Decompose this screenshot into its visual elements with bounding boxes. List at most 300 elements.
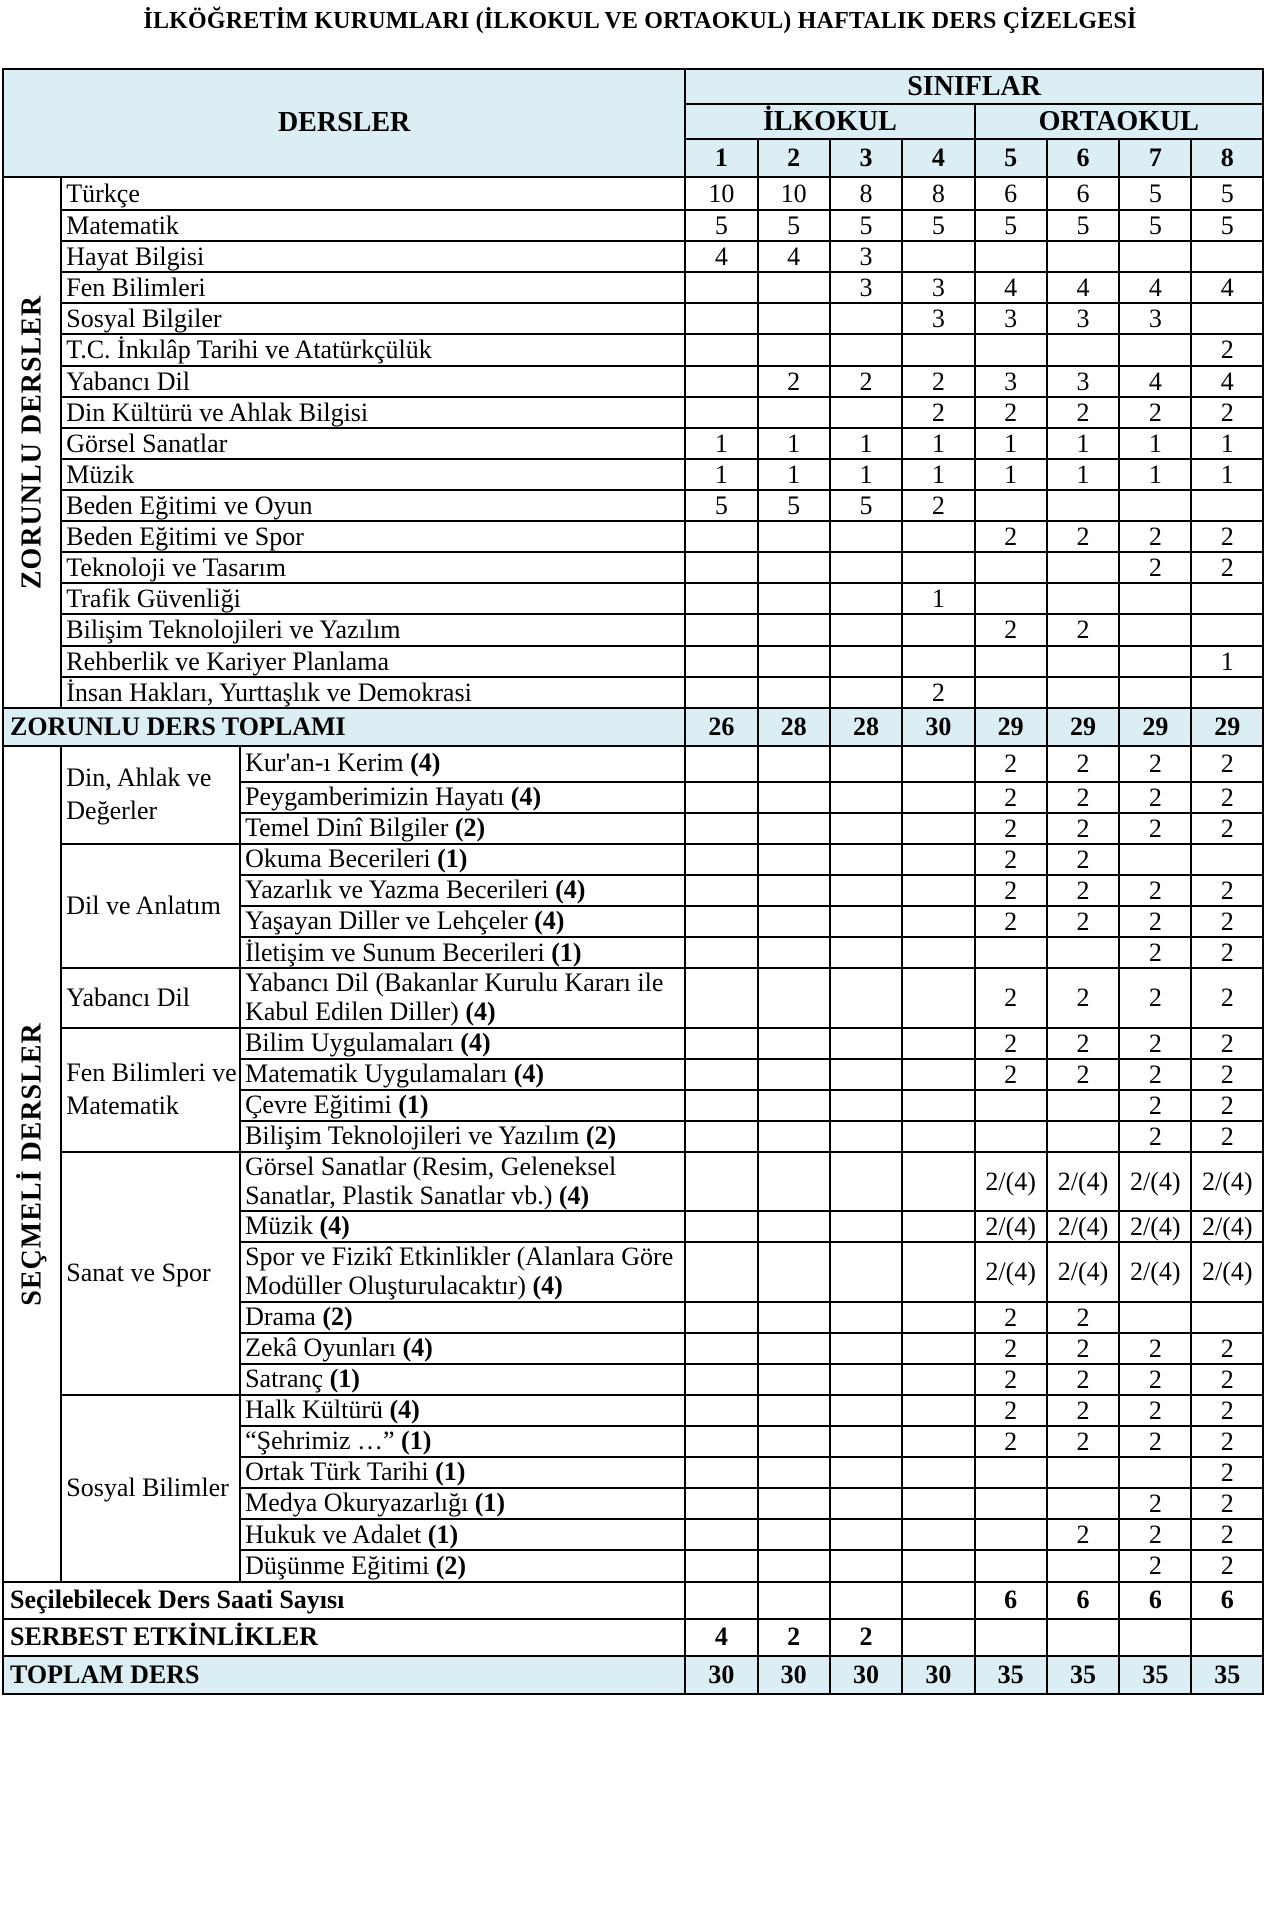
value-cell <box>685 334 757 365</box>
value-cell: 2 <box>975 1059 1047 1090</box>
summary-value: 30 <box>902 1656 974 1694</box>
value-cell: 4 <box>685 241 757 272</box>
course-name: Fen Bilimleri <box>61 272 685 303</box>
value-cell <box>902 813 974 844</box>
value-cell <box>685 1121 757 1152</box>
siniflar-header: SINIFLAR <box>685 69 1263 104</box>
course-hours: (2) <box>454 813 486 843</box>
value-cell: 2 <box>1119 906 1191 937</box>
course-title: Yazarlık ve Yazma Becerileri <box>245 875 549 905</box>
summary-value <box>758 1582 830 1619</box>
value-cell <box>1047 937 1119 968</box>
table-row <box>3 366 1263 397</box>
value-cell <box>830 1488 902 1519</box>
table-row <box>3 968 1263 1027</box>
value-cell <box>902 1152 974 1211</box>
value-cell <box>758 746 830 782</box>
value-cell <box>830 937 902 968</box>
value-cell: 2 <box>1119 875 1191 906</box>
grade-header: 3 <box>830 139 902 177</box>
course-name <box>240 1302 685 1333</box>
summary-value: 30 <box>830 1656 902 1694</box>
course-name <box>240 1364 685 1395</box>
value-cell <box>830 1395 902 1426</box>
value-cell: 5 <box>1047 210 1119 241</box>
value-cell <box>685 813 757 844</box>
course-name <box>240 906 685 937</box>
value-cell <box>685 303 757 334</box>
summary-value: 35 <box>1047 1656 1119 1694</box>
summary-value <box>1119 1619 1191 1656</box>
course-hours: (1) <box>437 844 468 874</box>
course-name: Matematik <box>61 210 685 241</box>
course-hours: (4) <box>532 1270 563 1300</box>
value-cell: 2 <box>1047 746 1119 782</box>
value-cell: 2 <box>1191 1550 1263 1581</box>
value-cell <box>1119 1302 1191 1333</box>
value-cell <box>1191 583 1263 614</box>
category-label: SEÇMELİ DERSLER <box>16 1021 48 1306</box>
value-cell <box>758 1519 830 1550</box>
value-cell: 2 <box>1191 334 1263 365</box>
value-cell: 2 <box>1191 746 1263 782</box>
value-cell: 2 <box>1191 1333 1263 1364</box>
course-title: Görsel Sanatlar (Resim, Geleneksel Sanatlar, Plastik Sanatlar vb.) <box>245 1152 617 1210</box>
course-hours: (2) <box>435 1550 467 1580</box>
value-cell: 1 <box>1047 428 1119 459</box>
value-cell <box>685 521 757 552</box>
group-name: Fen Bilimleri ve Matematik <box>61 1028 240 1152</box>
value-cell <box>902 1457 974 1488</box>
course-title: Kur'an-ı Kerim <box>245 748 404 778</box>
value-cell <box>902 937 974 968</box>
value-cell: 2 <box>1191 906 1263 937</box>
summary-value: 2 <box>758 1619 830 1656</box>
course-name <box>240 1121 685 1152</box>
value-cell <box>685 782 757 813</box>
value-cell: 1 <box>1119 459 1191 490</box>
value-cell <box>975 1121 1047 1152</box>
value-cell: 2 <box>902 397 974 428</box>
value-cell: 2 <box>1191 1488 1263 1519</box>
total-value: 28 <box>758 708 830 746</box>
course-name <box>240 937 685 968</box>
group-name: Sosyal Bilimler <box>61 1395 240 1582</box>
value-cell <box>758 614 830 645</box>
value-cell <box>902 1090 974 1121</box>
value-cell <box>1119 646 1191 677</box>
value-cell: 2 <box>1047 782 1119 813</box>
course-title: Temel Dinî Bilgiler <box>245 813 449 843</box>
value-cell: 2/(4) <box>1047 1152 1119 1211</box>
table-row <box>3 210 1263 241</box>
course-name: T.C. İnkılâp Tarihi ve Atatürkçülük <box>61 334 685 365</box>
table-row <box>3 1395 1263 1426</box>
value-cell <box>830 1302 902 1333</box>
value-cell <box>758 1059 830 1090</box>
value-cell <box>685 1550 757 1581</box>
course-name: İnsan Hakları, Yurttaşlık ve Demokrasi <box>61 677 685 708</box>
course-title: Müzik <box>245 1211 313 1241</box>
value-cell: 2 <box>1047 1395 1119 1426</box>
value-cell <box>758 1090 830 1121</box>
value-cell <box>758 1152 830 1211</box>
value-cell: 2 <box>1047 614 1119 645</box>
value-cell <box>975 490 1047 521</box>
value-cell: 2 <box>1191 782 1263 813</box>
value-cell: 1 <box>685 428 757 459</box>
course-name <box>240 1333 685 1364</box>
value-cell: 2 <box>1119 552 1191 583</box>
value-cell: 2 <box>975 614 1047 645</box>
table-row <box>3 1028 1263 1059</box>
table-row <box>3 490 1263 521</box>
value-cell <box>902 968 974 1027</box>
value-cell <box>830 968 902 1027</box>
value-cell <box>758 937 830 968</box>
value-cell: 4 <box>1119 272 1191 303</box>
value-cell <box>830 1364 902 1395</box>
value-cell: 2/(4) <box>1191 1242 1263 1301</box>
value-cell: 4 <box>1191 272 1263 303</box>
value-cell: 2 <box>975 968 1047 1027</box>
course-name <box>240 1488 685 1519</box>
summary-value <box>975 1619 1047 1656</box>
table-row <box>3 844 1263 875</box>
course-hours: (2) <box>322 1301 353 1331</box>
value-cell: 2 <box>1191 521 1263 552</box>
value-cell: 5 <box>685 490 757 521</box>
value-cell <box>685 397 757 428</box>
course-name: Bilişim Teknolojileri ve Yazılım <box>61 614 685 645</box>
value-cell <box>902 1242 974 1301</box>
value-cell: 5 <box>1191 210 1263 241</box>
value-cell: 5 <box>1191 177 1263 210</box>
value-cell <box>685 1242 757 1301</box>
value-cell <box>1047 490 1119 521</box>
value-cell <box>975 241 1047 272</box>
value-cell: 1 <box>1191 428 1263 459</box>
table-row <box>3 397 1263 428</box>
course-title: Matematik Uygulamaları <box>245 1058 508 1088</box>
value-cell <box>1047 583 1119 614</box>
value-cell <box>902 746 974 782</box>
value-cell <box>830 614 902 645</box>
value-cell: 2 <box>1047 1028 1119 1059</box>
total-value: 29 <box>1191 708 1263 746</box>
summary-value: 6 <box>975 1582 1047 1619</box>
value-cell <box>830 1028 902 1059</box>
value-cell <box>758 782 830 813</box>
value-cell: 2/(4) <box>1119 1242 1191 1301</box>
summary-row <box>3 1619 1263 1656</box>
value-cell: 2 <box>1191 1426 1263 1457</box>
course-title: Spor ve Fizikî Etkinlikler (Alanlara Göre Modüller Oluşturulacaktır) <box>245 1242 674 1300</box>
course-hours: (4) <box>402 1332 433 1362</box>
value-cell <box>685 746 757 782</box>
value-cell <box>1047 677 1119 708</box>
total-label: ZORUNLU DERS TOPLAMI <box>3 708 685 746</box>
value-cell: 1 <box>1047 459 1119 490</box>
value-cell <box>685 1059 757 1090</box>
value-cell: 2 <box>1047 1333 1119 1364</box>
value-cell: 2 <box>975 1028 1047 1059</box>
course-name <box>240 1211 685 1242</box>
value-cell <box>830 397 902 428</box>
value-cell <box>830 813 902 844</box>
group-name: Sanat ve Spor <box>61 1152 240 1395</box>
summary-label: SERBEST ETKİNLİKLER <box>3 1619 685 1656</box>
value-cell <box>830 552 902 583</box>
value-cell: 5 <box>902 210 974 241</box>
course-title: Düşünme Eğitimi <box>245 1550 430 1580</box>
table-row <box>3 1152 1263 1211</box>
summary-value: 2 <box>830 1619 902 1656</box>
value-cell <box>758 1211 830 1242</box>
value-cell <box>685 1090 757 1121</box>
table-row <box>3 459 1263 490</box>
summary-value: 4 <box>685 1619 757 1656</box>
value-cell <box>830 906 902 937</box>
value-cell: 2 <box>1119 1333 1191 1364</box>
value-cell: 2 <box>975 521 1047 552</box>
value-cell: 2 <box>975 397 1047 428</box>
value-cell <box>1119 614 1191 645</box>
course-name: Görsel Sanatlar <box>61 428 685 459</box>
value-cell <box>902 1426 974 1457</box>
course-name <box>240 1059 685 1090</box>
value-cell: 2 <box>902 490 974 521</box>
course-title: Zekâ Oyunları <box>245 1332 396 1362</box>
value-cell <box>975 677 1047 708</box>
summary-label: Seçilebilecek Ders Saati Sayısı <box>3 1582 685 1619</box>
value-cell: 2 <box>1047 397 1119 428</box>
value-cell: 2 <box>1047 1364 1119 1395</box>
value-cell <box>685 1395 757 1426</box>
value-cell: 2 <box>1119 1121 1191 1152</box>
course-title: Okuma Becerileri <box>245 844 431 874</box>
grade-header: 5 <box>975 139 1047 177</box>
value-cell <box>685 906 757 937</box>
value-cell: 5 <box>830 490 902 521</box>
course-name: Trafik Güvenliği <box>61 583 685 614</box>
value-cell: 3 <box>975 366 1047 397</box>
value-cell <box>830 1333 902 1364</box>
value-cell <box>685 1211 757 1242</box>
value-cell: 10 <box>758 177 830 210</box>
value-cell <box>975 552 1047 583</box>
table-row <box>3 746 1263 782</box>
value-cell <box>758 1395 830 1426</box>
summary-value: 6 <box>1119 1582 1191 1619</box>
value-cell <box>758 1488 830 1519</box>
category-zorunlu <box>3 177 61 708</box>
table-row <box>3 272 1263 303</box>
group-name: Yabancı Dil <box>61 968 240 1027</box>
value-cell <box>685 1519 757 1550</box>
value-cell <box>902 1364 974 1395</box>
value-cell <box>1119 583 1191 614</box>
course-hours: (4) <box>460 1027 491 1057</box>
value-cell: 4 <box>1119 366 1191 397</box>
value-cell <box>902 1488 974 1519</box>
course-name: Beden Eğitimi ve Spor <box>61 521 685 552</box>
course-hours: (4) <box>465 997 496 1026</box>
value-cell <box>685 1426 757 1457</box>
course-title: Halk Kültürü <box>245 1395 384 1425</box>
value-cell <box>975 583 1047 614</box>
value-cell <box>1047 1550 1119 1581</box>
value-cell <box>1047 1488 1119 1519</box>
value-cell: 1 <box>1191 646 1263 677</box>
summary-value <box>1047 1619 1119 1656</box>
total-row <box>3 708 1263 746</box>
value-cell <box>685 1457 757 1488</box>
value-cell <box>830 1242 902 1301</box>
value-cell: 2/(4) <box>1119 1152 1191 1211</box>
course-name: Beden Eğitimi ve Oyun <box>61 490 685 521</box>
course-name: Sosyal Bilgiler <box>61 303 685 334</box>
value-cell <box>830 1059 902 1090</box>
course-name <box>240 1152 685 1211</box>
value-cell: 2 <box>975 1395 1047 1426</box>
weekly-schedule-table <box>2 68 1264 1695</box>
table-row <box>3 521 1263 552</box>
course-name <box>240 1395 685 1426</box>
value-cell <box>975 1090 1047 1121</box>
value-cell: 1 <box>902 428 974 459</box>
grade-header: 8 <box>1191 139 1263 177</box>
value-cell: 8 <box>902 177 974 210</box>
value-cell: 3 <box>1047 303 1119 334</box>
value-cell <box>830 1152 902 1211</box>
value-cell <box>758 1333 830 1364</box>
value-cell <box>758 272 830 303</box>
value-cell: 2 <box>1119 1028 1191 1059</box>
value-cell: 1 <box>902 459 974 490</box>
value-cell: 2 <box>975 1426 1047 1457</box>
value-cell <box>1119 677 1191 708</box>
course-title: Ortak Türk Tarihi <box>245 1457 429 1487</box>
course-name <box>240 813 685 844</box>
value-cell <box>685 552 757 583</box>
value-cell <box>758 844 830 875</box>
value-cell <box>1047 646 1119 677</box>
value-cell: 5 <box>758 210 830 241</box>
course-name: Yabancı Dil <box>61 366 685 397</box>
value-cell: 2/(4) <box>975 1152 1047 1211</box>
course-title: Hukuk ve Adalet <box>245 1519 422 1549</box>
value-cell: 2 <box>975 1364 1047 1395</box>
value-cell: 2 <box>1119 813 1191 844</box>
value-cell <box>685 1333 757 1364</box>
value-cell <box>975 937 1047 968</box>
value-cell: 2 <box>830 366 902 397</box>
course-name <box>240 782 685 813</box>
value-cell <box>758 1028 830 1059</box>
value-cell: 2 <box>1191 968 1263 1027</box>
value-cell: 2 <box>1191 875 1263 906</box>
value-cell: 2 <box>1191 1395 1263 1426</box>
value-cell: 2 <box>1119 1059 1191 1090</box>
value-cell <box>758 677 830 708</box>
value-cell <box>830 1121 902 1152</box>
course-hours: (4) <box>389 1395 420 1425</box>
value-cell <box>758 646 830 677</box>
value-cell <box>902 844 974 875</box>
value-cell: 2 <box>1119 746 1191 782</box>
value-cell: 5 <box>830 210 902 241</box>
value-cell: 2 <box>1191 1090 1263 1121</box>
value-cell <box>758 397 830 428</box>
value-cell <box>1191 490 1263 521</box>
value-cell <box>902 614 974 645</box>
value-cell <box>1047 241 1119 272</box>
summary-value: 6 <box>1047 1582 1119 1619</box>
value-cell <box>902 241 974 272</box>
value-cell <box>758 1121 830 1152</box>
value-cell <box>830 746 902 782</box>
course-title: Satranç <box>245 1363 324 1393</box>
value-cell <box>1191 677 1263 708</box>
value-cell: 2 <box>1119 1550 1191 1581</box>
course-hours: (2) <box>585 1121 617 1151</box>
category-label: ZORUNLU DERSLER <box>16 295 48 590</box>
value-cell: 8 <box>830 177 902 210</box>
value-cell: 1 <box>902 583 974 614</box>
value-cell <box>758 334 830 365</box>
summary-value: 30 <box>758 1656 830 1694</box>
summary-value: 35 <box>975 1656 1047 1694</box>
group-name: Din, Ahlak ve Değerler <box>61 746 240 844</box>
value-cell: 1 <box>975 428 1047 459</box>
value-cell: 2 <box>1047 968 1119 1027</box>
summary-value: 6 <box>1191 1582 1263 1619</box>
course-hours: (1) <box>427 1519 459 1549</box>
course-name <box>240 1242 685 1301</box>
value-cell: 2 <box>1119 1090 1191 1121</box>
value-cell: 2 <box>975 1302 1047 1333</box>
grade-header: 6 <box>1047 139 1119 177</box>
value-cell: 2 <box>1047 1426 1119 1457</box>
table-row <box>3 334 1263 365</box>
value-cell <box>902 1121 974 1152</box>
value-cell <box>685 677 757 708</box>
course-name <box>240 968 685 1027</box>
value-cell <box>902 1211 974 1242</box>
value-cell <box>902 1028 974 1059</box>
value-cell <box>830 1090 902 1121</box>
value-cell <box>1119 334 1191 365</box>
value-cell: 2 <box>1119 1364 1191 1395</box>
course-name <box>240 746 685 782</box>
value-cell: 2/(4) <box>1191 1152 1263 1211</box>
value-cell <box>902 782 974 813</box>
value-cell: 2 <box>975 906 1047 937</box>
grade-header: 1 <box>685 139 757 177</box>
value-cell <box>685 968 757 1027</box>
course-hours: (1) <box>329 1363 360 1393</box>
value-cell: 2 <box>1047 844 1119 875</box>
value-cell <box>685 1488 757 1519</box>
value-cell <box>685 844 757 875</box>
value-cell <box>758 1242 830 1301</box>
course-hours: (4) <box>558 1180 590 1210</box>
value-cell <box>685 614 757 645</box>
value-cell <box>758 1302 830 1333</box>
value-cell <box>758 968 830 1027</box>
course-title: “Şehrimiz …” <box>245 1426 395 1456</box>
